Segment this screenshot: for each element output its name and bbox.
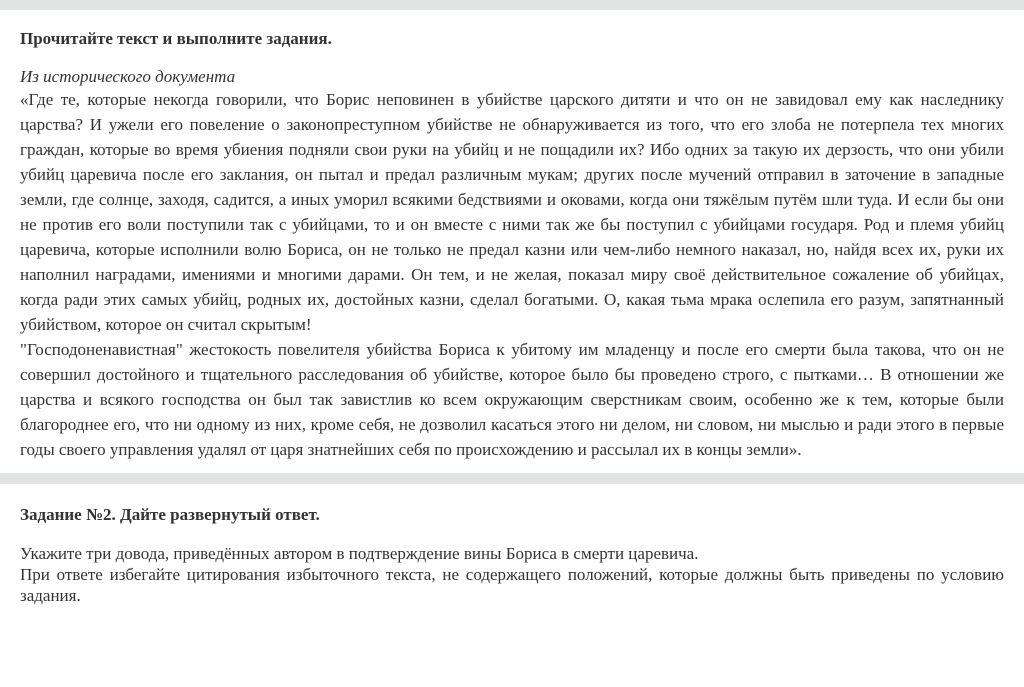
task-section <box>0 484 1024 606</box>
top-divider-band <box>0 0 1024 10</box>
document-paragraph-1: «Где те, которые некогда говорили, что Борис неповинен в убийстве царского дитяти и что он не завидовал ему как наследнику царства? И ужели его повеление о законопреступном убийстве не обнаруживается из того, что его злоба не потерпела тех многих граждан, которые во время убиения подняли свои руки на убийц и не пощадили их? Ибо одних за такую их дерзость, что они убили убийц царевича после его заклания, он пытал и предал различным мукам; других после мучений отправил в заточение в западные земли, где солнце, заходя, садится, а иных уморил всякими бедствиями и оковами, когда они тяжёлым путём шли туда. И если бы они не против его воли поступили так с убийцами, то и он вместе с ними так же бы поступил с убийцами государя. Род и племя убийц царевича, которые исполнили волю Бориса, он не только не предал казни или чем-либо немного наказал, но, найдя всех их, руки их наполнил наградами, имениями и многими дарами. Он тем, и не желая, показал миру своё действительное сожаление об убийцах, когда ради этих самых убийц, родных их, достойных казни, сделал богатыми. О, какая тьма мрака ослепила его разум, запятнанный убийством, которое он считал скрытым! <box>20 90 1004 334</box>
document-section <box>0 10 1024 462</box>
document-paragraph-2: "Господоненавистная" жестокость повелителя убийства Бориса к убитому им младенцу и после его смерти была такова, что он не совершил достойного и тщательного расследования об убийстве, которое было бы проведено строго, с пытками… В отношении же царства и всякого господства он был так завистлив ко всем окружающим сверстникам своим, особенно же к тем, которые были благороднее его, что ни одному из них, кроме себя, не дозволил касаться этого ни делом, ни словом, ни мыслью и ради этого в первые годы своего управления удалял от царя знатнейших себя по происхождению и рассылал их в концы земли». <box>20 340 1004 459</box>
task-title: Задание №2. Дайте развернутый ответ. <box>20 505 320 524</box>
section-divider-band <box>0 473 1024 484</box>
task-instruction-2: При ответе избегайте цитирования избыточного текста, не содержащего положений, которые должны быть приведены по условию задания. <box>20 565 1004 605</box>
reading-instruction: Прочитайте текст и выполните задания. <box>20 29 332 48</box>
task-instruction-1: Укажите три довода, приведённых автором в подтверждение вины Бориса в смерти царевича. <box>20 544 699 563</box>
source-label: Из исторического документа <box>20 67 236 86</box>
